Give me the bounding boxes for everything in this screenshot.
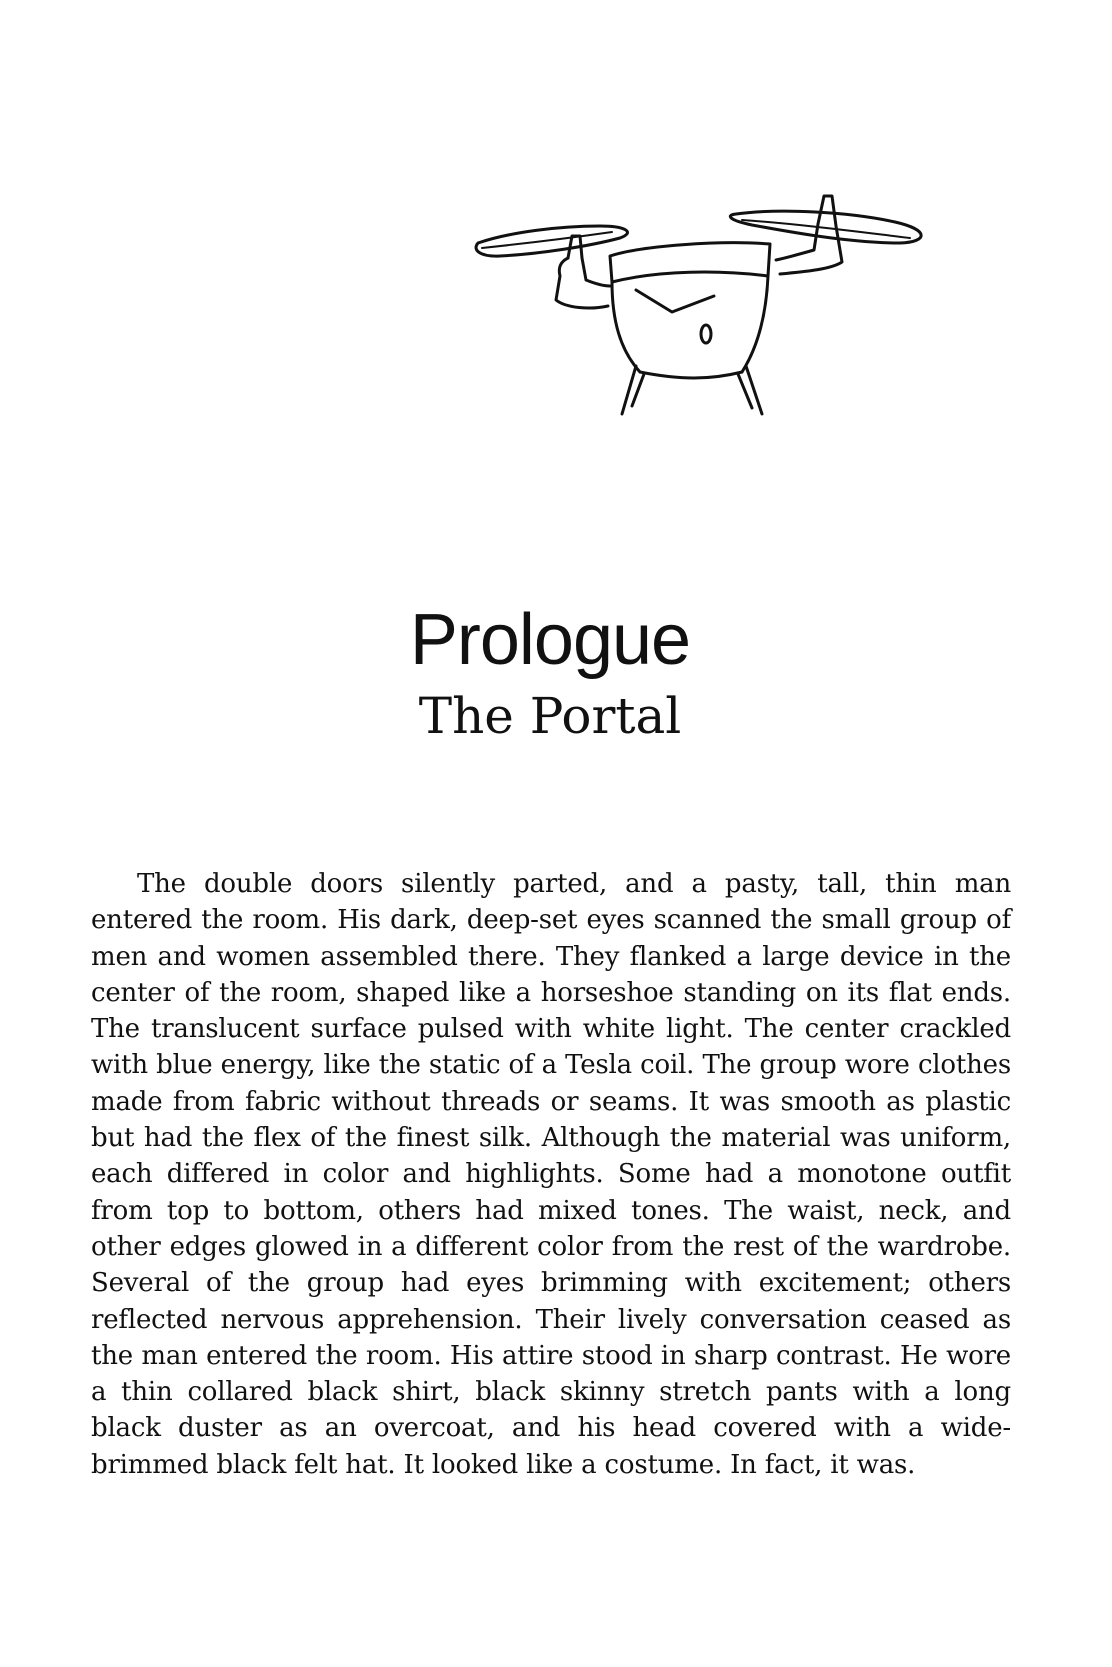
drone-illustration-icon (470, 180, 930, 430)
chapter-title: Prologue (409, 600, 691, 680)
chapter-heading (0, 600, 1100, 744)
chapter-subtitle: The Portal (418, 687, 682, 745)
prologue-paragraph: The double doors silently parted, and a pasty, tall, thin man entered the room. His dark, deep-set eyes scanned the small group of men and women assembled there. They flanked a large device in the center of the room, shaped like a horseshoe standing on its flat ends. The translucent surface pulsed with white light. The center crackled with blue energy, like the static of a Tesla coil. The group wore clothes made from fabric without threads or seams. It was smooth as plastic but had the flex of the finest silk. Although the material was uniform, each differed in color and highlights. Some had a monotone outfit from top to bottom, others had mixed tones. The waist, neck, and other edges glowed in a different color from the rest of the wardrobe. Several of the group had eyes brimming with excitement; others reflected nervous apprehension. Their lively conversation ceased as the man entered the room. His attire stood in sharp contrast. He wore a thin collared black shirt, black skinny stretch pants with a long black duster as an overcoat, and his head covered with a wide-brimmed black felt hat. It looked like a costume. In fact, it was. (91, 869, 1011, 1480)
